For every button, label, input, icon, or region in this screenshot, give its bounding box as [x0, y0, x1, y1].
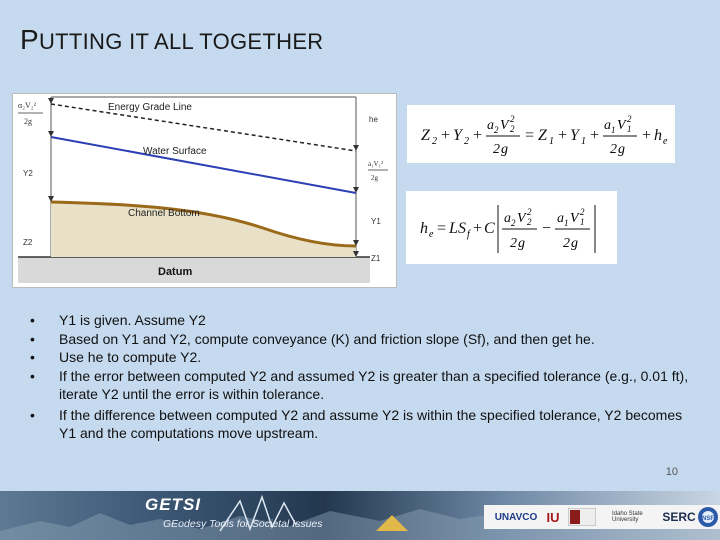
a1v1-num-label: a₁V₁² — [368, 160, 384, 168]
svg-text:1: 1 — [611, 125, 616, 135]
head-loss-equation — [406, 191, 617, 264]
svg-text:a: a — [604, 118, 611, 133]
svg-text:1: 1 — [581, 136, 586, 147]
svg-text:e: e — [429, 229, 434, 240]
footer-banner — [0, 491, 720, 540]
svg-text:Z: Z — [538, 127, 547, 144]
svg-text:2: 2 — [527, 217, 532, 227]
svg-text:L: L — [449, 220, 458, 237]
page-number: 10 — [665, 466, 678, 478]
svg-text:2: 2 — [510, 114, 515, 124]
svg-text:g: g — [571, 236, 578, 251]
svg-text:C: C — [484, 220, 495, 237]
getsi-logo: GETSI — [145, 495, 202, 514]
svg-text:2: 2 — [510, 236, 517, 251]
svg-text:Y: Y — [570, 127, 579, 144]
svg-text:h: h — [654, 127, 662, 144]
z1-label: Z1 — [371, 254, 381, 263]
svg-text:2: 2 — [627, 114, 632, 124]
svg-text:h: h — [420, 220, 428, 237]
college-logo — [566, 505, 598, 529]
svg-text:a: a — [487, 118, 494, 133]
svg-text:+: + — [440, 127, 451, 144]
svg-text:a: a — [557, 211, 564, 226]
svg-text:1: 1 — [627, 124, 632, 134]
bullet-item: • If the difference between computed Y2 and assume Y2 is within the specified tolerance, Y2 becomes Y1 and the computations move upstream. — [30, 406, 690, 443]
svg-text:V: V — [617, 118, 626, 133]
water-surface-label: Water Surface — [143, 146, 207, 157]
a2v2-den-label: 2g — [24, 117, 32, 126]
he-label: he — [369, 115, 378, 124]
svg-text:−: − — [541, 220, 552, 237]
svg-text:V: V — [517, 211, 526, 226]
y2-label: Y2 — [23, 169, 33, 178]
serc-logo: SERC — [662, 510, 696, 524]
a2v2-num-label: α₂V₂² — [18, 101, 36, 110]
svg-text:g: g — [518, 236, 525, 251]
energy-equation — [407, 105, 675, 163]
svg-text:1: 1 — [564, 218, 569, 228]
svg-text:2: 2 — [610, 142, 617, 157]
svg-text:g: g — [618, 142, 625, 157]
y1-label: Y1 — [371, 217, 381, 226]
svg-text:Z: Z — [421, 127, 430, 144]
svg-text:+: + — [472, 127, 483, 144]
bullet-item: • Based on Y1 and Y2, compute conveyance (K) and friction slope (Sf), and then get he. — [30, 330, 690, 349]
egl-label: Energy Grade Line — [108, 102, 192, 113]
svg-text:2: 2 — [494, 125, 499, 135]
svg-text:2: 2 — [563, 236, 570, 251]
svg-text:+: + — [557, 127, 568, 144]
svg-text:+: + — [472, 220, 483, 237]
nsf-logo — [696, 505, 720, 529]
svg-text:1: 1 — [549, 136, 554, 147]
datum-label: Datum — [158, 266, 193, 278]
bullet-item: • Use he to compute Y2. — [30, 348, 690, 367]
svg-text:2: 2 — [432, 136, 437, 147]
svg-text:1: 1 — [580, 217, 585, 227]
iu-logo: IU — [546, 509, 560, 525]
svg-text:f: f — [467, 229, 470, 240]
unavco-logo: UNAVCO — [494, 511, 538, 523]
slide-title: PUTTING IT ALL TOGETHER — [20, 24, 324, 55]
svg-text:=: = — [436, 220, 447, 237]
energy-profile-diagram — [12, 93, 397, 288]
svg-text:a: a — [504, 211, 511, 226]
svg-text:2: 2 — [464, 136, 469, 147]
getsi-tagline: GEodesy Tools for Societal Issues — [163, 518, 323, 530]
partner-logos — [484, 505, 720, 529]
svg-text:2: 2 — [510, 124, 515, 134]
svg-text:2: 2 — [580, 207, 585, 217]
z2-label: Z2 — [23, 238, 33, 247]
idaho-state-logo: Idaho State University — [612, 511, 643, 523]
svg-text:V: V — [570, 211, 579, 226]
a1v1-den-label: 2g — [371, 174, 378, 182]
svg-text:2: 2 — [527, 207, 532, 217]
svg-text:=: = — [524, 127, 535, 144]
svg-text:S: S — [458, 220, 466, 237]
bullet-item: • Y1 is given. Assume Y2 — [30, 311, 690, 330]
svg-text:V: V — [500, 118, 509, 133]
svg-text:Y: Y — [453, 127, 462, 144]
bullet-item: • If the error between computed Y2 and assumed Y2 is greater than a specified tolerance (e.g., 0.01 ft), iterate Y2 until the error is within tolerance. — [30, 367, 690, 404]
channel-bottom-label: Channel Bottom — [128, 208, 200, 219]
bullet-list — [30, 311, 690, 443]
svg-text:NSF: NSF — [702, 516, 714, 522]
svg-text:2: 2 — [511, 218, 516, 228]
svg-text:+: + — [641, 127, 652, 144]
svg-text:+: + — [589, 127, 600, 144]
svg-text:e: e — [663, 136, 668, 147]
svg-text:2: 2 — [493, 142, 500, 157]
svg-text:g: g — [501, 142, 508, 157]
